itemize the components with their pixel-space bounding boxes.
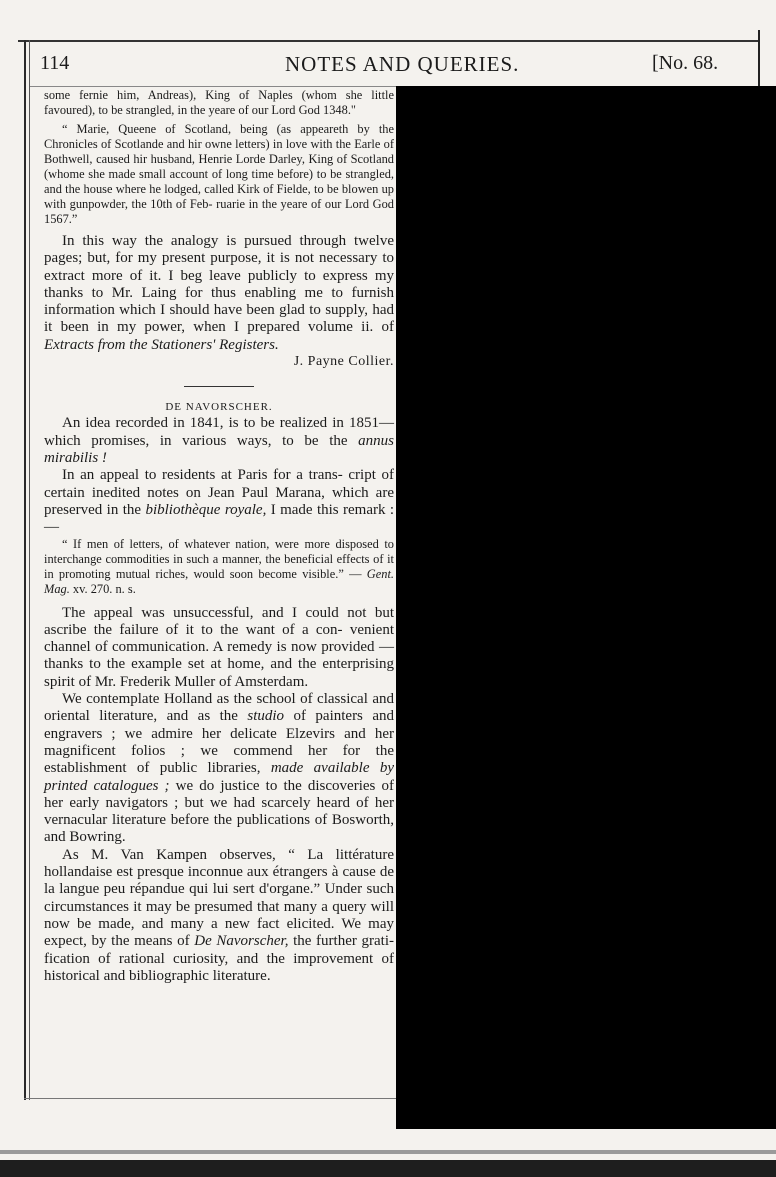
article2-para2-italic: bibliothèque royale,	[145, 501, 267, 518]
article2-para5-italic: De Navorscher,	[194, 933, 289, 950]
article1-para3-text: In this way the analogy is pursued through twelve pages; but, for my present purpose, it is not necessary to extract more of it. I beg leave publicly to express my thanks to Mr. Laing for thus enabling me to furnish information which I should have been glad to supply, had it been in my power, when I prepared volume ii. of	[44, 233, 394, 336]
scan-edge-streak	[0, 1150, 776, 1154]
page-frame-left-inner	[29, 40, 30, 1100]
article2-para4-italic2: made available by printed catalogues ;	[44, 760, 394, 794]
scan-bottom-band	[0, 1160, 776, 1177]
article2-para4-b: of painters and engravers ; we admire her delicate Elzevirs and her magnificent folios ; we commend her for the establishment of public libraries,	[44, 708, 394, 777]
article2-quote-ref: Gent. Mag.	[44, 566, 394, 596]
article2-para2-a: In an appeal to residents at Paris for a trans- cript of certain inedited notes on Jean Paul Marana, which are preserved in the	[44, 467, 394, 518]
redacted-panel	[396, 86, 776, 1129]
article2-quote	[44, 537, 394, 597]
page-frame-top	[18, 40, 758, 42]
article2-para3: The appeal was unsuccessful, and I could not but ascribe the failure of it to the want of a con- venient channel of communication. A remedy is now provided — thanks to the example set at home, and the enterprising spirit of Mr. Frederik Muller of Amsterdam.	[44, 604, 394, 690]
article1-para2: “ Marie, Queene of Scotland, being (as appeareth by the Chronicles of Scotlande and hir owne letters) in love with the Earle of Bothwell, caused hir husband, Henrie Lorde Darley, King of Scotland (whome she made small account of long time before) to be strangled, and the house where he lodged, called Kirk of Fielde, to be blowen up with gunpowder, the 10th of Feb- ruarie in the yeare of our Lord God 1567.”	[44, 122, 394, 226]
article2-quote-text: “ If men of letters, of whatever nation, were more disposed to interchange commodities in such a manner, the beneficial effects of it in promoting mutual riches, would soon become visible.” —	[44, 536, 394, 581]
article2-para4-c: we do justice to the discoveries of her early navigators ; but we had scarcely heard of her vernacular literature before the publications of Bosworth, and Bowring.	[44, 777, 394, 846]
article2-para1-italic: annus mirabilis !	[44, 432, 395, 467]
text-column	[44, 88, 394, 985]
article2-heading: DE NAVORSCHER.	[165, 401, 273, 414]
article2-para4-a: We contemplate Holland as the school of classical and oriental literature, and as the	[44, 691, 394, 725]
article1-para3-title: Extracts from the Stationers' Registers.	[44, 336, 279, 353]
article2-para5	[44, 847, 394, 985]
article2-para5-b: the further grati- fication of rational curiosity, and the improvement of historical and bibliographic literature.	[44, 933, 394, 984]
issue-number: [No. 68.	[652, 52, 719, 74]
article1-para3	[44, 233, 394, 354]
page-header	[40, 52, 760, 82]
page-frame-left	[24, 40, 26, 1100]
running-title: NOTES AND QUERIES.	[285, 52, 520, 76]
article2-para2-b: I made this remark :—	[44, 501, 395, 536]
article2-para5-a: As M. Van Kampen observes, “ La littérature hollandaise est presque inconnue aux étrangers à cause de la langue peu répandue qui lui sert d'organe.” Under such circumstances it may be presumed that many a query will now be made, and many a new fact elicited. We may expect, by the means of	[44, 846, 394, 950]
article2-para1	[44, 415, 394, 467]
article1-para1: some fernie him, Andreas), King of Naples (whom she little favoured), to be strangled, in the yeare of our Lord God 1348."	[44, 88, 394, 117]
page-frame-bottom	[24, 1098, 396, 1099]
article2-quote-ref-tail: xv. 270. n. s.	[72, 581, 136, 596]
page-number: 114	[40, 52, 70, 74]
section-separator	[184, 386, 254, 387]
article2-para1-text: An idea recorded in 1841, is to be realized in 1851—which promises, in various ways, to be the	[44, 415, 394, 449]
article2-para4	[44, 691, 394, 847]
article1-signature: J. Payne Collier.	[293, 354, 394, 370]
article2-para2	[44, 467, 394, 536]
article2-para4-italic1: studio	[247, 708, 285, 725]
